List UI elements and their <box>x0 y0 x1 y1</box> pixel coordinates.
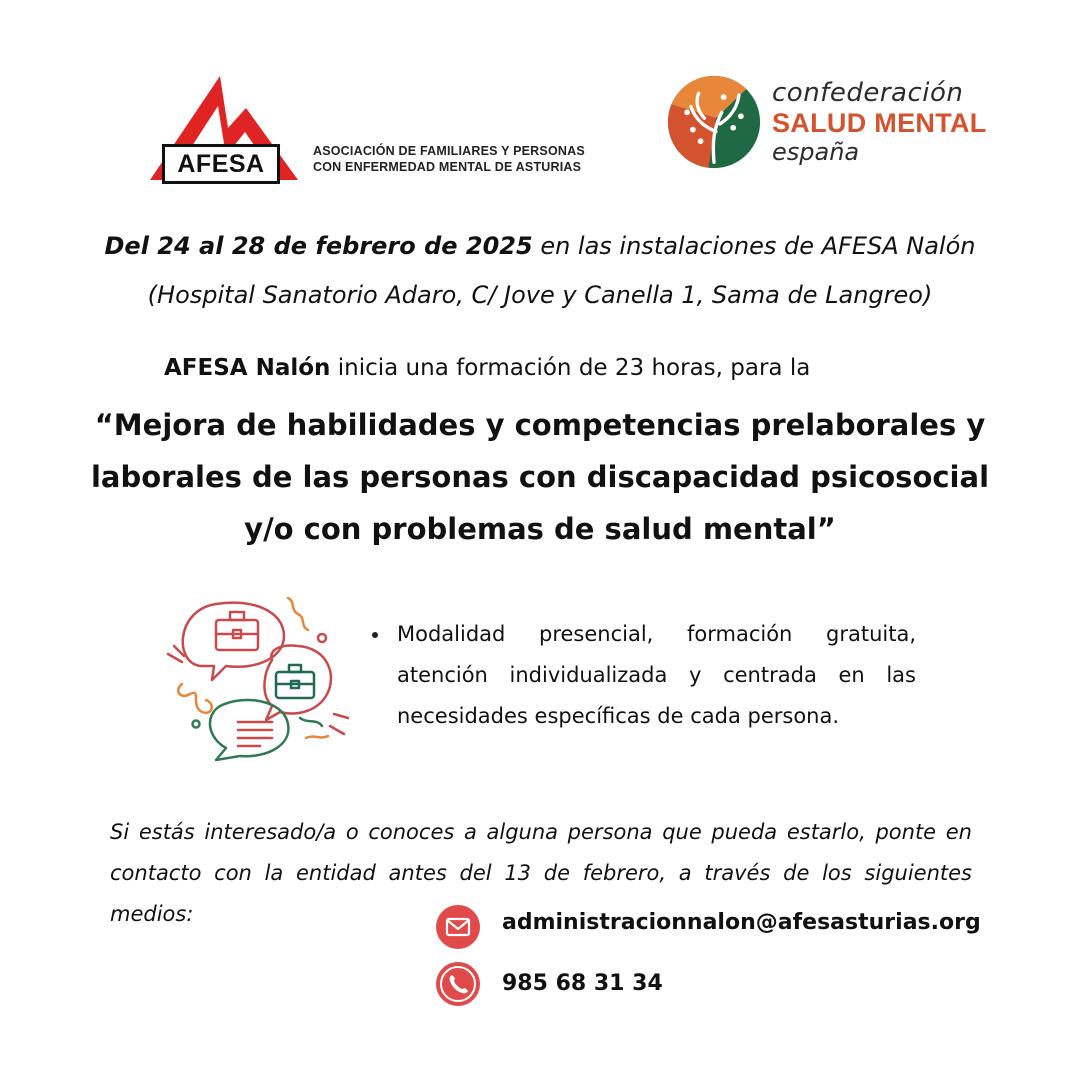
phone-icon <box>436 962 480 1006</box>
afesa-subtitle-line1: ASOCIACIÓN DE FAMILIARES Y PERSONAS <box>313 144 585 158</box>
confederacion-logo <box>664 72 987 180</box>
training-title-line2: laborales de las personas con discapacidad psicosocial <box>90 460 990 494</box>
contact-phone[interactable]: 985 68 31 34 <box>502 971 663 996</box>
intro-org: AFESA Nalón <box>164 355 331 381</box>
training-title-line1: “Mejora de habilidades y competencias prelaborales y <box>94 408 986 442</box>
briefcase-chat-bubbles-icon <box>160 588 355 763</box>
espana-text: españa <box>772 138 860 166</box>
feature-bullet-text: Modalidad presencial, formación gratuita, atención individualizada y centrada en las necesidades específicas de cada persona. <box>397 622 916 728</box>
feature-list <box>372 614 916 737</box>
event-dates: Del 24 al 28 de febrero de 2025 <box>104 232 533 260</box>
intro-text: inicia una formación de 23 horas, para la <box>330 355 811 381</box>
event-dates-line <box>0 232 1080 260</box>
afesa-logo <box>148 72 618 184</box>
training-title-line3: y/o con problemas de salud mental” <box>244 512 836 546</box>
confederacion-text: confederación <box>772 78 964 108</box>
contact-email[interactable]: administracionnalon@afesasturias.org <box>502 910 981 935</box>
afesa-wordmark: AFESA <box>162 144 280 184</box>
mail-icon <box>436 905 480 949</box>
afesa-subtitle-line2: CON ENFERMEDAD MENTAL DE ASTURIAS <box>313 160 582 174</box>
salud-mental-text: SALUD MENTAL <box>772 108 987 138</box>
event-venue: en las instalaciones de AFESA Nalón <box>532 232 976 260</box>
bullet-marker <box>372 632 378 638</box>
contact-paragraph: Si estás interesado/a o conoces a alguna persona que pueda estarlo, ponte en contacto con la entidad antes del 13 de febrero, a través de los siguientes medios: <box>110 820 972 926</box>
event-address: (Hospital Sanatorio Adaro, C/ Jove y Canella 1, Sama de Langreo) <box>147 281 933 309</box>
salud-mental-tree-icon <box>666 74 762 170</box>
intro-line <box>164 355 810 381</box>
